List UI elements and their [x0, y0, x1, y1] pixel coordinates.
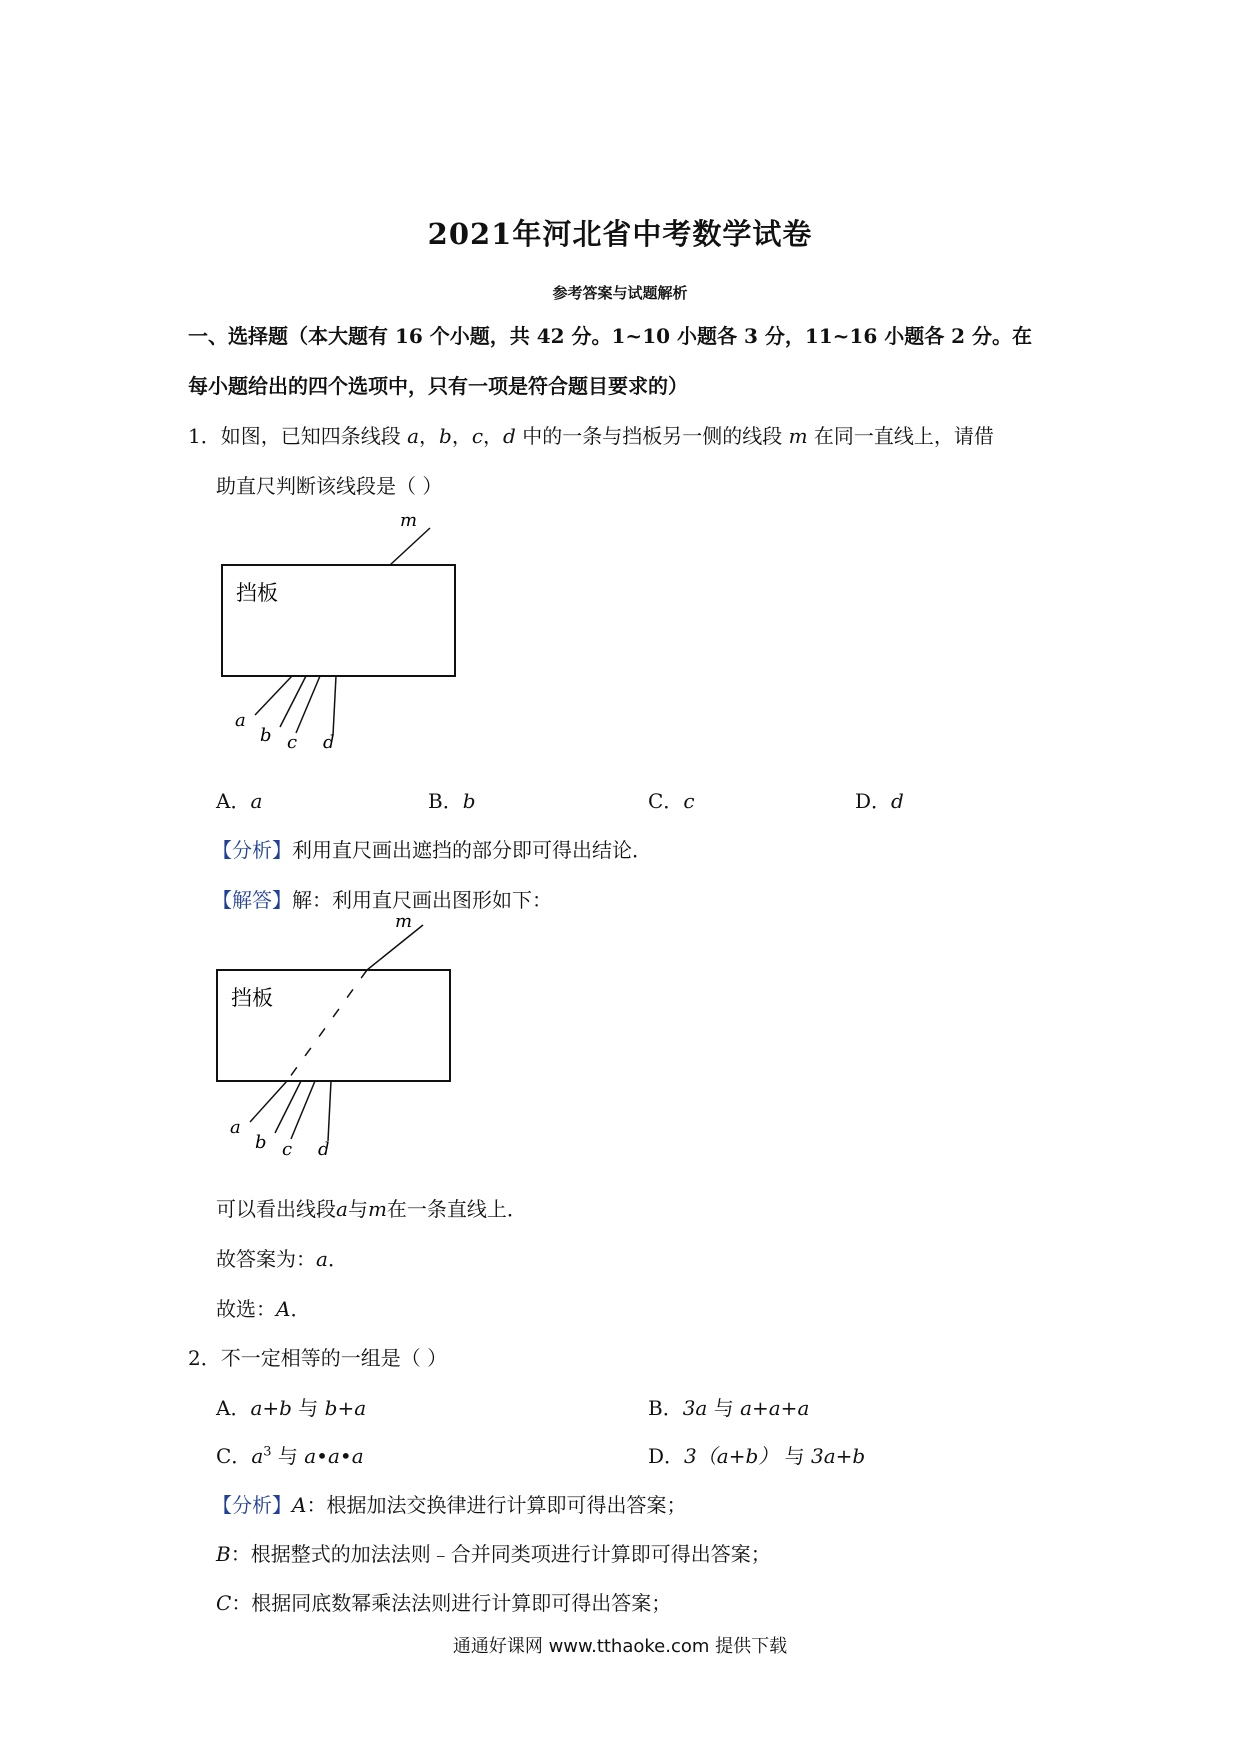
q1-choice: 故选：A． — [216, 1297, 311, 1321]
q2-analysis-c: C：根据同底数幂乘法法则进行计算即可得出答案； — [216, 1591, 672, 1615]
q1-option-b: B．b — [428, 789, 476, 813]
q1-stem-line1: 1．如图，已知四条线段 a，b，c，d 中的一条与挡板另一侧的线段 m 在同一直线上，请借 — [188, 424, 994, 448]
label-d-2: d — [318, 1139, 330, 1160]
section-heading-line1: 一、选择题（本大题有 16 个小题，共 42 分。1~10 小题各 3 分，11~16 小题各 2 分。在 — [188, 324, 1033, 348]
baffle-label-2: 挡板 — [231, 986, 273, 1010]
page-subtitle: 参考答案与试题解析 — [552, 284, 688, 302]
label-b-2: b — [255, 1132, 267, 1153]
segment-m — [390, 528, 430, 565]
segment-a — [255, 676, 292, 715]
label-m-2: m — [395, 915, 413, 932]
analysis-tag-2: 【分析】 — [212, 1493, 292, 1517]
q1-answer: 【解答】解：利用直尺画出图形如下： — [212, 888, 552, 912]
segment-d-2 — [328, 1081, 331, 1141]
segment-c-2 — [291, 1081, 315, 1139]
q1-option-d: D．d — [855, 789, 904, 813]
label-d: d — [323, 732, 335, 753]
q2-analysis-b: B：根据整式的加法法则﹣合并同类项进行计算即可得出答案； — [216, 1542, 771, 1566]
q1-option-a: A．a — [216, 789, 263, 813]
q1-conclusion: 可以看出线段a与m在一条直线上． — [216, 1197, 527, 1221]
label-b: b — [260, 725, 272, 746]
q2-option-c: C．$a^3$ 与 a•a•a — [216, 1444, 364, 1468]
section-heading-line2: 每小题给出的四个选项中，只有一项是符合题目要求的） — [188, 374, 688, 398]
analysis-tag: 【分析】 — [212, 838, 292, 862]
q2-option-d: D．3（a+b） 与 3a+b — [648, 1444, 866, 1468]
segment-a-2 — [250, 1081, 287, 1122]
q1-number: 1． — [188, 424, 221, 448]
label-a: a — [235, 710, 246, 731]
q1-analysis: 【分析】利用直尺画出遮挡的部分即可得出结论． — [212, 838, 652, 862]
baffle-label: 挡板 — [236, 581, 278, 605]
label-c-2: c — [282, 1139, 293, 1160]
page-footer: 通通好课网 www.tthaoke.com 提供下载 — [452, 1636, 788, 1657]
q2-option-a: A．a+b 与 b+a — [216, 1396, 367, 1420]
q2-number: 2． — [188, 1346, 221, 1370]
segment-d — [333, 676, 336, 735]
q2-option-b: B．3a 与 a+a+a — [648, 1396, 810, 1420]
q1-figure — [210, 510, 470, 760]
q1-final-answer: 故答案为：a． — [216, 1247, 348, 1271]
page-title: 2021年河北省中考数学试卷 — [427, 217, 813, 251]
q2-analysis-a: 【分析】A：根据加法交换律进行计算即可得出答案； — [212, 1493, 687, 1517]
q2-stem: 2．不一定相等的一组是（ ） — [188, 1346, 448, 1370]
label-a-2: a — [230, 1117, 241, 1138]
dashed-extension — [287, 970, 367, 1081]
answer-tag: 【解答】 — [212, 888, 292, 912]
q1-option-c: C．c — [648, 789, 695, 813]
q1-solution-figure — [205, 915, 465, 1170]
q1-stem-line2: 助直尺判断该线段是（ ） — [216, 474, 443, 498]
segment-c — [296, 676, 320, 733]
label-c: c — [287, 732, 298, 753]
label-m: m — [400, 510, 418, 531]
